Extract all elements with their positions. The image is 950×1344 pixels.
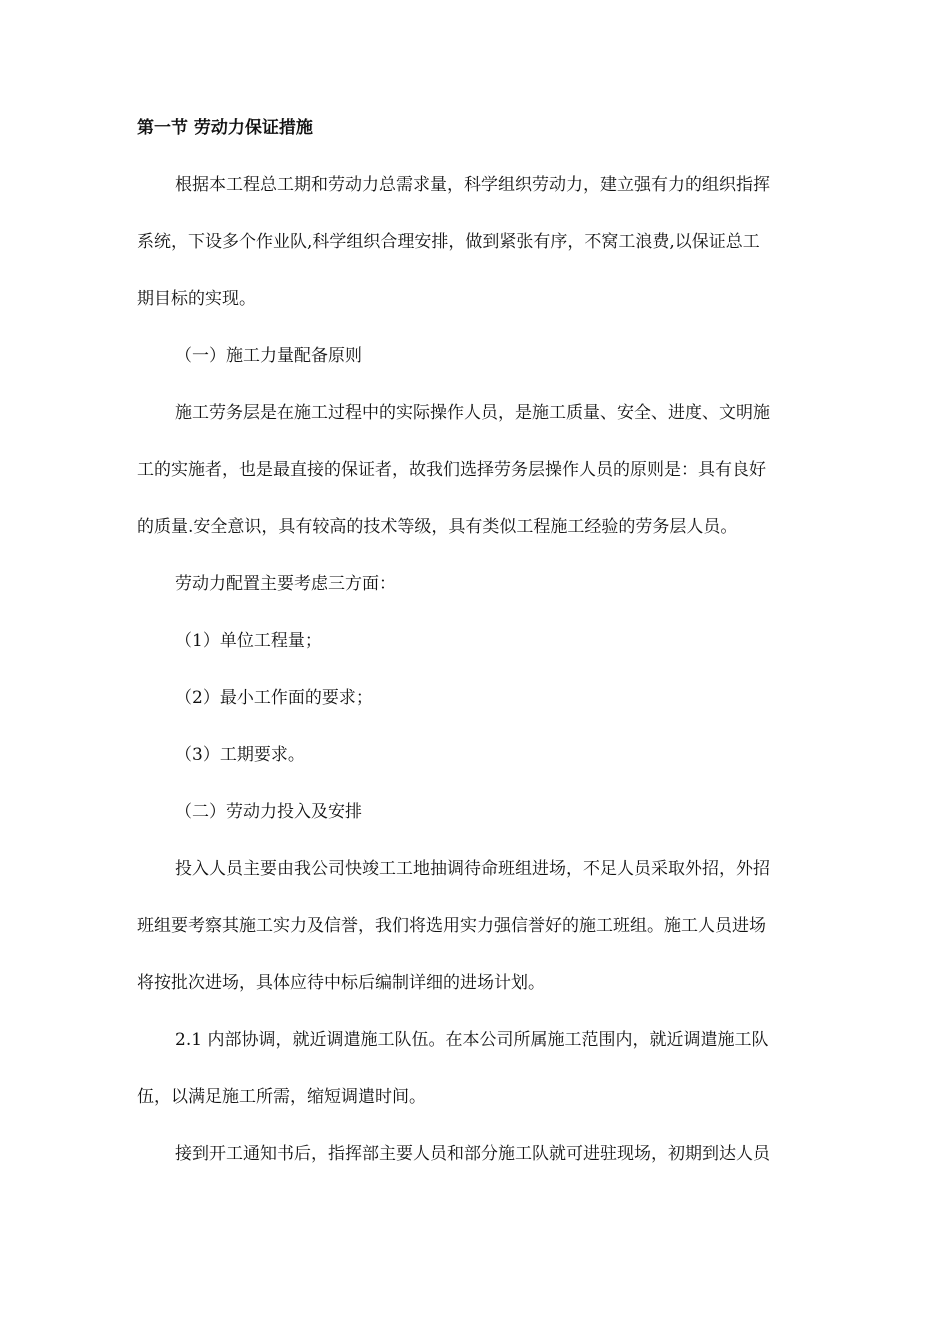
subheading: （一）施工力量配备原则	[175, 346, 362, 366]
list-item: （2）最小工作面的要求；	[175, 688, 373, 708]
body-text-line: 根据本工程总工期和劳动力总需求量，科学组织劳动力，建立强有力的组织指挥	[175, 175, 770, 195]
body-text-line: 接到开工通知书后，指挥部主要人员和部分施工队就可进驻现场，初期到达人员	[175, 1144, 770, 1164]
body-text-line: 工的实施者，也是最直接的保证者，故我们选择劳务层操作人员的原则是：具有良好	[137, 460, 766, 480]
list-item: （3）工期要求。	[175, 745, 305, 765]
body-text-line: 投入人员主要由我公司快竣工工地抽调待命班组进场，不足人员采取外招，外招	[175, 859, 770, 879]
section-heading: 第一节 劳动力保证措施	[137, 118, 313, 138]
body-text-line: 的质量.安全意识，具有较高的技术等级，具有类似工程施工经验的劳务层人员。	[137, 517, 738, 537]
list-item: （1）单位工程量；	[175, 631, 322, 651]
body-text-line: 期目标的实现。	[137, 289, 256, 309]
body-text-line: 系统，下设多个作业队,科学组织合理安排，做到紧张有序，不窝工浪费,以保证总工	[137, 232, 760, 252]
body-text-line: 劳动力配置主要考虑三方面：	[175, 574, 396, 594]
body-text-line: 将按批次进场，具体应待中标后编制详细的进场计划。	[137, 973, 545, 993]
body-text-line: 施工劳务层是在施工过程中的实际操作人员，是施工质量、安全、进度、文明施	[175, 403, 770, 423]
body-text-line: 伍，以满足施工所需，缩短调遣时间。	[137, 1087, 426, 1107]
body-text-line: 2.1 内部协调，就近调遣施工队伍。在本公司所属施工范围内，就近调遣施工队	[175, 1030, 769, 1050]
subheading: （二）劳动力投入及安排	[175, 802, 362, 822]
body-text-line: 班组要考察其施工实力及信誉，我们将选用实力强信誉好的施工班组。施工人员进场	[137, 916, 766, 936]
